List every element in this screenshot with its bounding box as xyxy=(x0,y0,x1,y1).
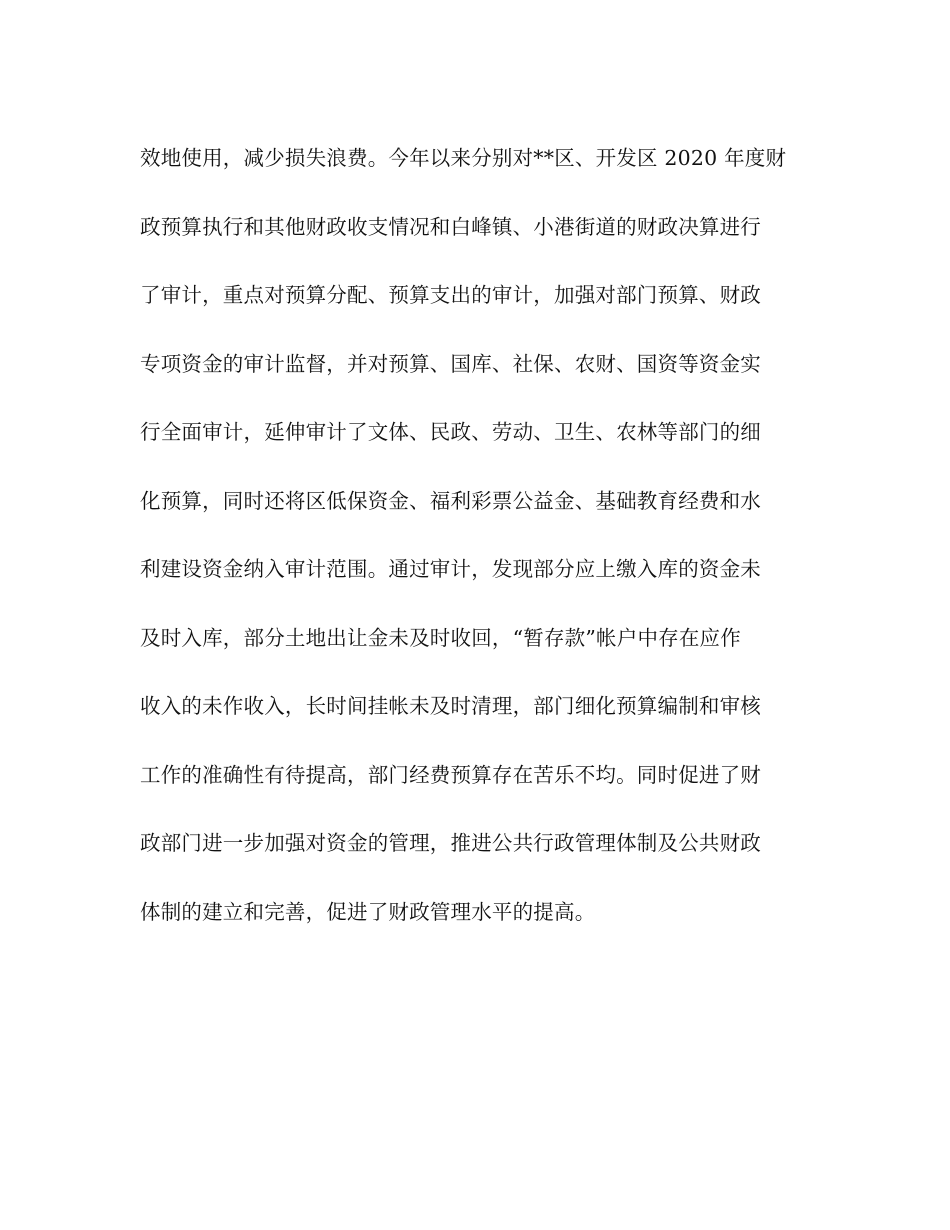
text-line: 政部门进一步加强对资金的管理，推进公共行政管理体制及公共财政 xyxy=(140,831,761,855)
text-line: 专项资金的审计监督，并对预算、国库、社保、农财、国资等资金实 xyxy=(140,351,761,376)
text-line: 化预算，同时还将区低保资金、福利彩票公益金、基础教育经费和水 xyxy=(140,488,761,513)
text-line: 收入的未作收入，长时间挂帐未及时清理，部门细化预算编制和审核 xyxy=(140,694,761,718)
text-line: 了审计，重点对预算分配、预算支出的审计，加强对部门预算、财政 xyxy=(140,283,761,307)
text-line: 及时入库，部分土地出让金未及时收回，“暂存款”帐户中存在应作 xyxy=(140,625,741,650)
text-line: 行全面审计，延伸审计了文体、民政、劳动、卫生、农林等部门的细 xyxy=(140,420,761,444)
text-line: 体制的建立和完善，促进了财政管理水平的提高。 xyxy=(140,899,596,924)
body-paragraph xyxy=(140,139,800,961)
text-line: 政预算执行和其他财政收支情况和白峰镇、小港街道的财政决算进行 xyxy=(140,214,761,239)
text-line: 效地使用，减少损失浪费。今年以来分别对**区、开发区 2020 年度财 xyxy=(140,146,787,170)
text-line: 工作的准确性有待提高，部门经费预算存在苦乐不均。同时促进了财 xyxy=(140,762,761,787)
text-line: 利建设资金纳入审计范围。通过审计，发现部分应上缴入库的资金未 xyxy=(140,557,761,581)
